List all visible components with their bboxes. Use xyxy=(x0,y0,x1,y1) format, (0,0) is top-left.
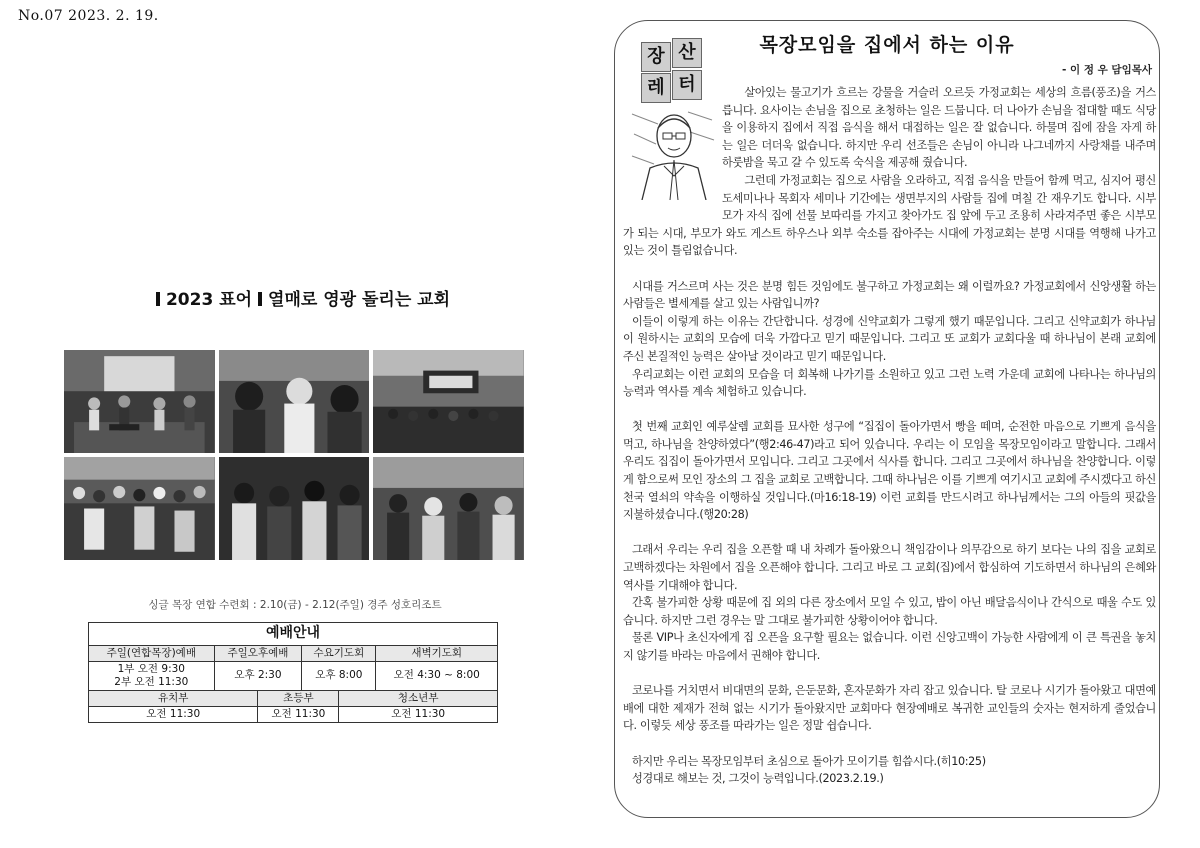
band-on-stage-photo xyxy=(64,350,215,453)
motto-text: 열매로 영광 돌리는 교회 xyxy=(268,290,451,310)
worship-time-sunday xyxy=(89,661,215,690)
series-tile-4: 터 xyxy=(672,70,702,100)
worship-time-sunday-afternoon: 오후 2:30 xyxy=(214,661,302,690)
dept-header-kindergarten: 유치부 xyxy=(89,690,258,706)
article-author: - 이 정 우 담임목사 xyxy=(1062,64,1152,76)
article-paragraph-5: 우리교회는 이런 교회의 모습을 더 회복해 나가기를 소원하고 있고 그런 노력 가운데 교회에 나타나는 하나님의 능력과 역사를 계속 체험하고 있습니다. xyxy=(623,367,1156,399)
worship-header-dawn: 새벽기도회 xyxy=(376,645,498,661)
article-paragraph-6: 첫 번째 교회인 예루살렘 교회를 묘사한 성구에 “집집이 돌아가면서 빵을 떼며, 순전한 마음으로 기쁘게 음식을 먹고, 하나님을 찬양하였다”(행2:46-47)라고 되어 있습니다. 우리는 이 모임을 목장모임이라고 말합니다. 그래서 우리도 집집이 돌아가면서 모입니다. 그리고 그곳에서 식사를 합니다. 그리고 그곳에서 하나님을 찬양합니다. 이렇게 함으로써 모인 장소의 그 집을 교회로 고백합니다. 그때 하나님은 이를 기쁘게 여기시고 교회에 주시겠다고 하신 천국 열쇠의 약속을 이행하실 것입니다.(마16:18-19) 이런 교회를 만드시려고 하나님께서는 그의 아들의 핏값을 지불하셨습니다.(행20:28) xyxy=(623,420,1156,522)
article-paragraph-3: 시대를 거스르며 사는 것은 분명 힘든 것임에도 불구하고 가정교회는 왜 이럴까요? 가정교회에서 신앙생활 하는 사람들은 별세계를 살고 있는 사람입니까? xyxy=(623,279,1156,311)
article-paragraph-10: 코로나를 거치면서 비대면의 문화, 은둔문화, 혼자문화가 자리 잡고 있습니다. 탈 코로나 시기가 돌아왔고 대면예배에 대한 제재가 전혀 없는 시기가 돌아왔지만 교회마다 현장예배로 복귀한 교인들의 숫자는 현저하게 줄었습니다. 이렇듯 세상 풍조를 따라가는 일은 정말 쉽습니다. xyxy=(623,684,1156,733)
worship-schedule-table xyxy=(88,622,498,723)
worship-header-wednesday: 수요기도회 xyxy=(302,645,376,661)
motto-bar-left xyxy=(156,292,160,306)
sunday-service-1: 1부 오전 9:30 xyxy=(117,662,185,675)
photo-collage xyxy=(64,350,524,560)
young-people-posing-photo xyxy=(219,457,370,560)
article-paragraph-2: 그런데 가정교회는 집으로 사람을 오라하고, 직접 음식을 만들어 함께 먹고, 심지어 평신도세미나나 목회자 세미나 기간에는 생면부지의 사람들 집에 며칠 간 재우기도 합니다. 시부모가 자식 집에 선물 보따리를 가지고 찾아가도 집 앞에 두고 조용히 사라져주면 좋은 시부모가 되는 시대, 부모가 와도 게스트 하우스나 외부 숙소를 잡아주는 시대에 가정교회는 분명 시대를 역행해 나가고 있는 것이 틀림없습니다. xyxy=(623,173,1156,258)
dept-time-kindergarten: 오전 11:30 xyxy=(89,707,258,723)
crowd-dancing-photo xyxy=(64,457,215,560)
retreat-caption: 싱글 목장 연합 수련회 : 2.10(금) - 2.12(주일) 경주 성호리조트 xyxy=(148,599,442,611)
dept-header-youth: 청소년부 xyxy=(339,690,498,706)
series-tile-2: 산 xyxy=(672,38,702,68)
worship-time-wednesday: 오후 8:00 xyxy=(302,661,376,690)
worship-time-dawn: 오전 4:30 ~ 8:00 xyxy=(376,661,498,690)
worship-header-sunday-afternoon: 주일오후예배 xyxy=(214,645,302,661)
article-paragraph-9: 물론 VIP나 초신자에게 집 오픈을 요구할 필요는 없습니다. 이런 신앙고백이 가능한 사람에게 이 큰 특권을 놓치지 않기를 바라는 마음에서 권해야 합니다. xyxy=(623,631,1156,662)
sunday-service-2: 2부 오전 11:30 xyxy=(114,675,189,688)
article-paragraph-1: 살아있는 물고기가 흐르는 강물을 거슬러 오르듯 가정교회는 세상의 흐름(풍조)을 거스릅니다. 요사이는 손님을 집으로 초청하는 일은 드뭅니다. 더 나아가 손님을 접대할 때도 식당을 이용하지 집에서 직접 음식을 해서 대접하는 일은 잘 없습니다. 하물며 집에 잠을 자게 하는 일은 더더욱 없습니다. 하지만 우리 선조들은 손님이 아니라 나그네까지 사랑채를 내주며 하룻밤을 묵고 갈 수 있도록 숙식을 제공해 줬습니다. xyxy=(722,86,1156,170)
article-paragraph-11: 하지만 우리는 목장모임부터 초심으로 돌아가 모이기를 힘씁시다.(히10:25) xyxy=(631,754,986,768)
dept-time-elementary: 오전 11:30 xyxy=(258,707,339,723)
series-tile-3: 레 xyxy=(641,73,671,103)
motto-year: 2023 표어 xyxy=(165,290,253,310)
congregation-worship-photo xyxy=(219,350,370,453)
article-paragraph-4: 이들이 이렇게 하는 이유는 간단합니다. 성경에 신약교회가 그렇게 했기 때문입니다. 그리고 신약교회가 하나님이 원하시는 교회의 모습에 더욱 가깝다고 믿기 때문입니다. 그리고 또 교회가 교회다울 때 하나님이 본래 교회에 주신 본질적인 능력은 살아날 것이라고 믿기 때문입니다. xyxy=(623,314,1156,363)
issue-number: No.07 2023. 2. 19. xyxy=(18,8,159,24)
worship-header-sunday: 주일(연합목장)예배 xyxy=(89,645,215,661)
year-motto xyxy=(0,285,600,310)
article-paragraph-12: 성경대로 해보는 것, 그것이 능력입니다.(2023.2.19.) xyxy=(631,772,884,786)
portrait-space xyxy=(623,84,722,211)
motto-bar-right xyxy=(258,292,262,306)
article-body xyxy=(623,84,1156,788)
worship-schedule-title: 예배안내 xyxy=(89,623,498,646)
article-paragraph-7: 그래서 우리는 우리 집을 오픈할 때 내 차례가 돌아왔으니 책임감이나 의무감으로 하기 보다는 나의 집을 교회로 고백하겠다는 차원에서 집을 오픈해야 합니다. 그리고 바로 그 교회(집)에서 합심하여 기도하면서 하나님의 은혜와 역사를 기대해야 합니다. xyxy=(623,543,1156,592)
group-seated-photo xyxy=(373,457,524,560)
article-paragraph-8: 간혹 불가피한 상황 때문에 집 외의 다른 장소에서 모일 수 있고, 밥이 아닌 배달음식이나 간식으로 때울 수도 있습니다. 하지만 그런 경우는 말 그대로 불가피한 상황이어야 합니다. xyxy=(623,596,1156,627)
sanctuary-stage-photo xyxy=(373,350,524,453)
dept-time-youth: 오전 11:30 xyxy=(339,707,498,723)
series-tile-1: 장 xyxy=(641,42,671,72)
article-title: 목장모임을 집에서 하는 이유 xyxy=(759,34,1015,56)
dept-header-elementary: 초등부 xyxy=(258,690,339,706)
